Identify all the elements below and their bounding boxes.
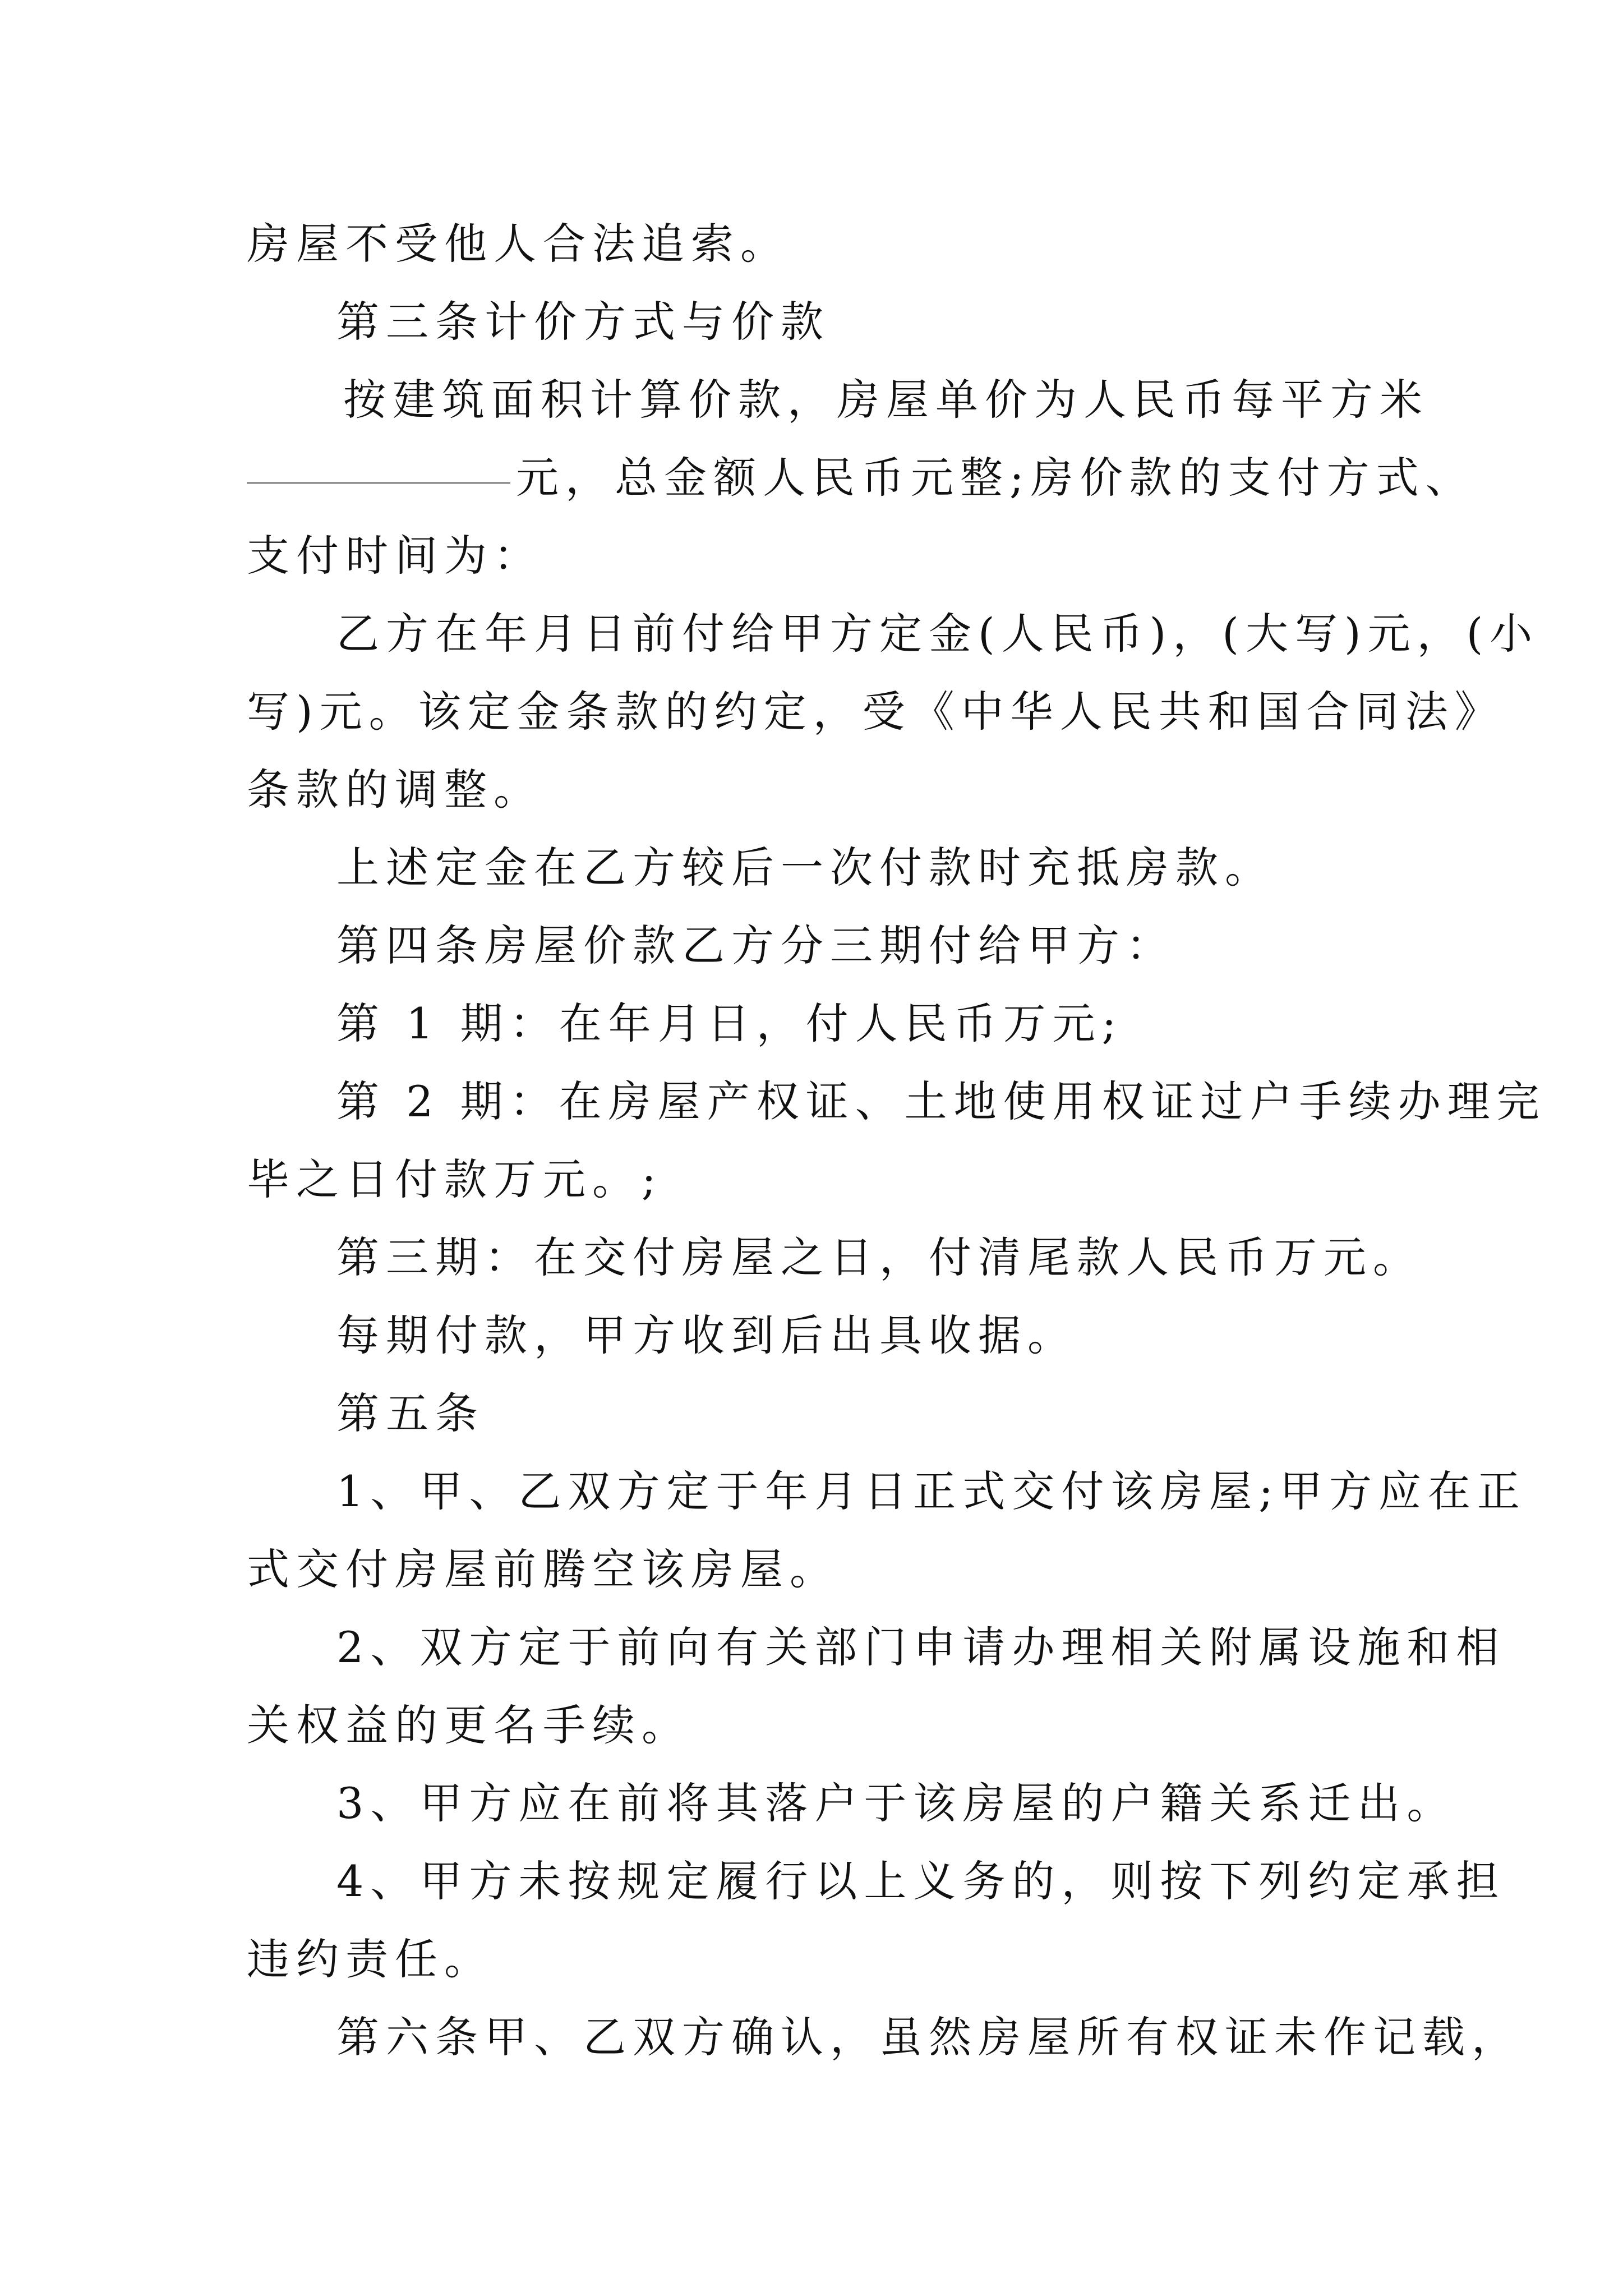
text-line-18: 式交付房屋前腾空该房屋。 <box>247 1544 839 1594</box>
text-line-15: 每期付款，甲方收到后出具收据。 <box>336 1310 1077 1360</box>
article-6-heading: 第六条甲、乙双方确认，虽然房屋所有权证未作记载， <box>336 2012 1521 2062</box>
text-line-4 <box>247 450 1475 506</box>
text-line-22: 4、甲方未按规定履行以上义务的，则按下列约定承担 <box>336 1856 1506 1906</box>
text-line-7: 写)元。该定金条款的约定，受《中华人民共和国合同法》 <box>247 687 1504 737</box>
text-line-19: 2、双方定于前向有关部门申请办理相关附属设施和相 <box>336 1622 1506 1672</box>
text-line-14: 第三期：在交付房屋之日，付清尾款人民币万元。 <box>336 1232 1422 1282</box>
text-line-12: 第 2 期：在房屋产权证、土地使用权证过户手续办理完 <box>336 1076 1546 1126</box>
text-line-1: 房屋不受他人合法追索。 <box>247 219 790 269</box>
text-line-13: 毕之日付款万元。; <box>247 1154 663 1204</box>
text-line-5: 支付时间为： <box>247 531 543 581</box>
text-line-20: 关权益的更名手续。 <box>247 1700 691 1750</box>
text-line-8: 条款的调整。 <box>247 765 543 815</box>
text-line-6: 乙方在年月日前付给甲方定金(人民币)，(大写)元，(小 <box>336 609 1539 659</box>
article-4-heading: 第四条房屋价款乙方分三期付给甲方： <box>336 921 1175 970</box>
text-line-4-content: 元，总金额人民币元整;房价款的支付方式、 <box>516 453 1475 503</box>
article-5-heading: 第五条 <box>336 1388 485 1438</box>
text-line-3: 按建筑面积计算价款，房屋单价为人民币每平方米 <box>343 375 1429 425</box>
text-line-23: 违约责任。 <box>247 1934 494 1984</box>
article-3-heading: 第三条计价方式与价款 <box>336 297 830 347</box>
blank-underline <box>247 482 510 484</box>
text-line-21: 3、甲方应在前将其落户于该房屋的户籍关系迁出。 <box>336 1778 1456 1828</box>
text-line-11: 第 1 期：在年月日，付人民币万元; <box>336 999 1123 1048</box>
text-line-9: 上述定金在乙方较后一次付款时充抵房款。 <box>336 843 1274 892</box>
text-line-17: 1、甲、乙双方定于年月日正式交付该房屋;甲方应在正 <box>336 1466 1527 1516</box>
